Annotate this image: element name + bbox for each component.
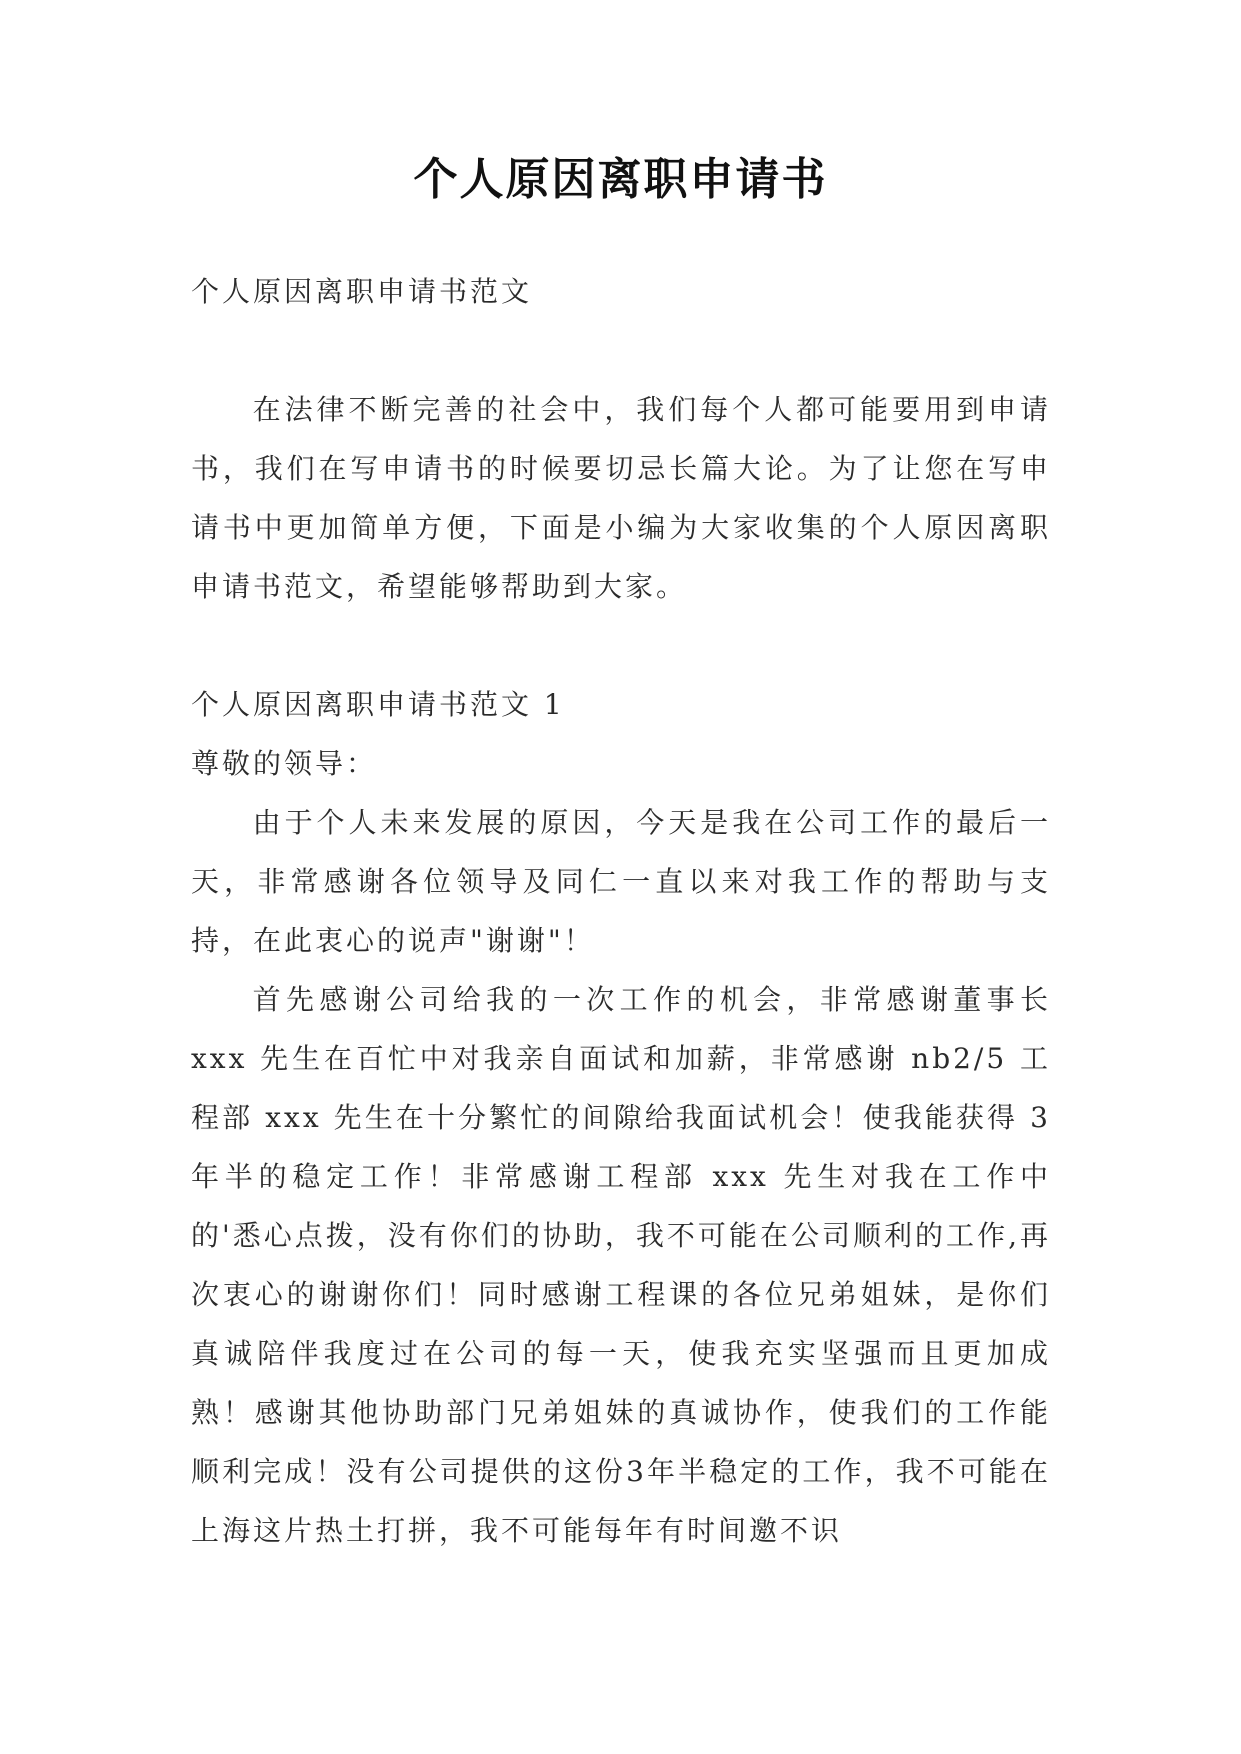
document-body (191, 262, 1051, 1560)
document-subtitle: 个人原因离职申请书范文 (191, 275, 533, 308)
section-heading: 个人原因离职申请书范文 1 (191, 688, 565, 721)
document-title: 个人原因离职申请书 (413, 154, 828, 205)
body-paragraph-1: 由于个人未来发展的原因，今天是我在公司工作的最后一天，非常感谢各位领导及同仁一直以来对我工作的帮助与支持，在此衷心的说声"谢谢"！ (191, 806, 1051, 957)
intro-paragraph: 在法律不断完善的社会中，我们每个人都可能要用到申请书，我们在写申请书的时候要切忌长篇大论。为了让您在写申请书中更加简单方便，下面是小编为大家收集的个人原因离职申请书范文，希望能够帮助到大家。 (191, 393, 1051, 603)
salutation: 尊敬的领导： (191, 747, 378, 780)
body-paragraph-2: 首先感谢公司给我的一次工作的机会，非常感谢董事长 xxx 先生在百忙中对我亲自面试和加薪，非常感谢 nb2/5 工程部 xxx 先生在十分繁忙的间隙给我面试机会！使我能获得 3 年半的稳定工作！非常感谢工程部 xxx 先生对我在工作中的'悉心点拨，没有你们的协助，我不可能在公司顺利的工作,再次衷心的谢谢你们！同时感谢工程课的各位兄弟姐妹，是你们真诚陪伴我度过在公司的每一天，使我充实坚强而且更加成熟！感谢其他协助部门兄弟姐妹的真诚协作，使我们的工作能顺利完成！没有公司提供的这份3年半稳定的工作，我不可能在上海这片热土打拼，我不可能每年有时间邀不识 (191, 983, 1051, 1547)
